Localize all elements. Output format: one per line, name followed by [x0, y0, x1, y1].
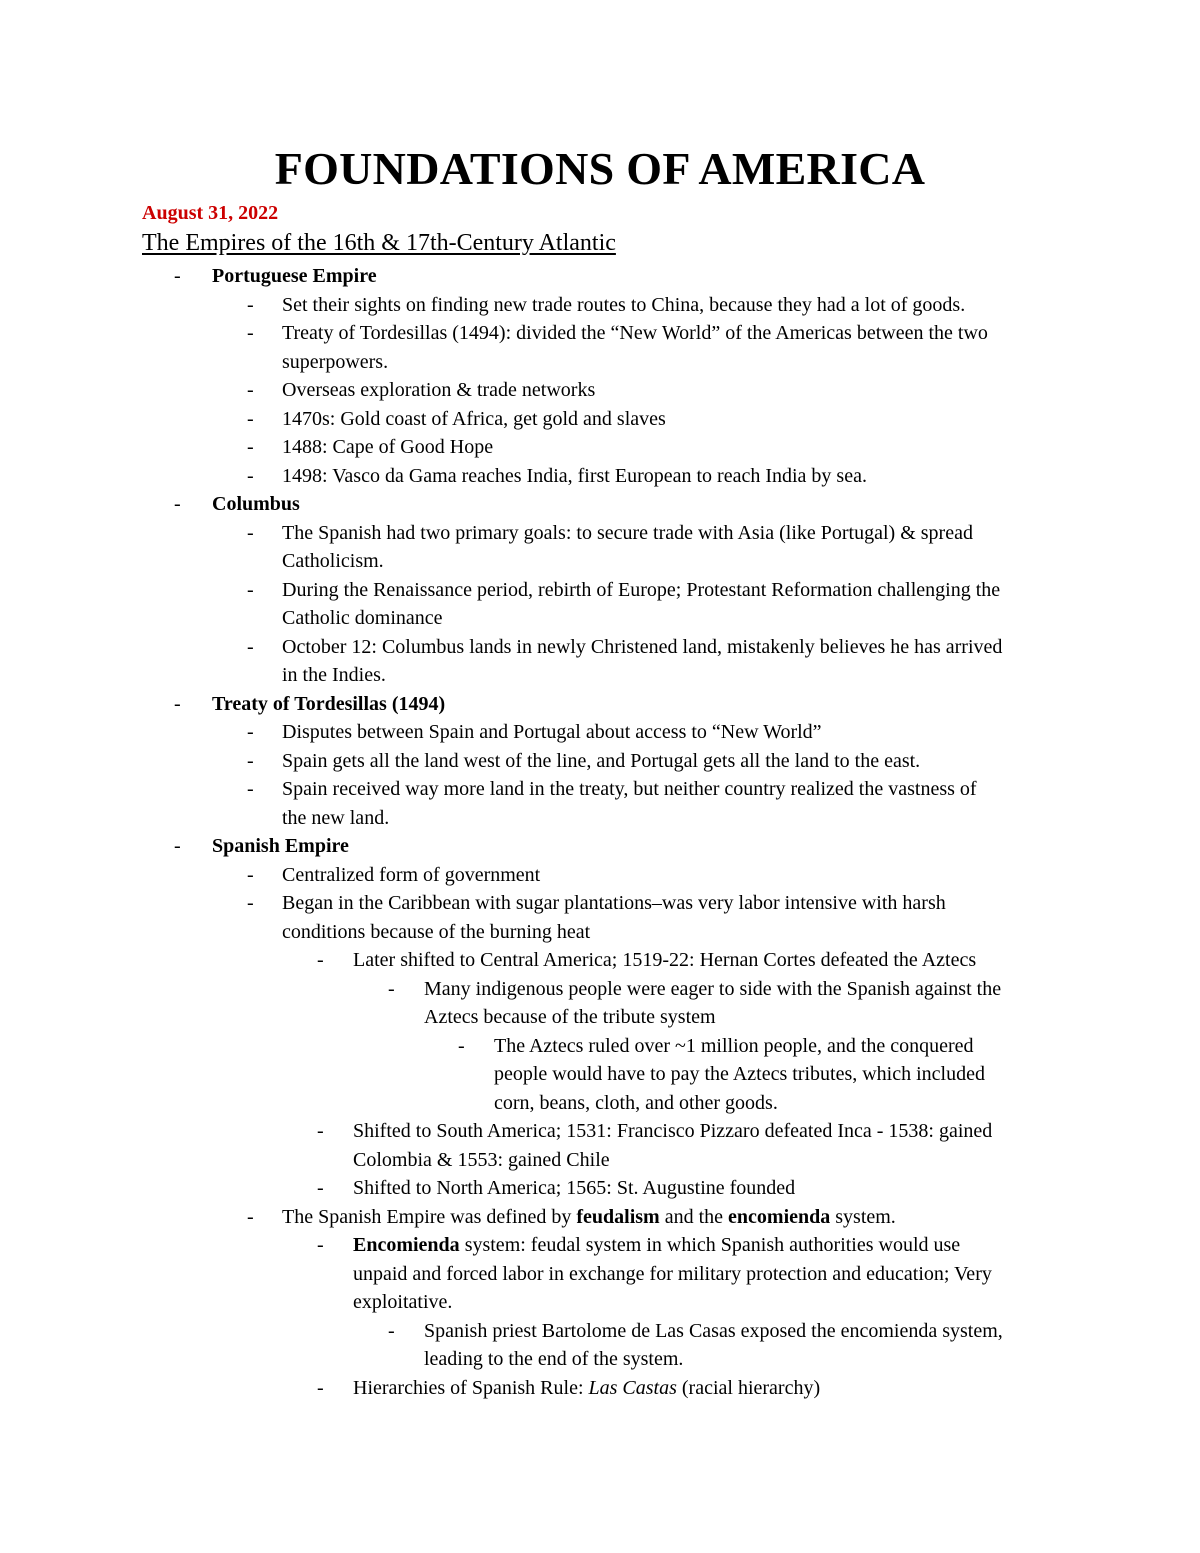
bullet-dash: -: [388, 1319, 395, 1342]
outline-line: Shifted to South America; 1531: Francisco Pizzaro defeated Inca - 1538: gained: [353, 1120, 993, 1142]
bullet-dash: -: [317, 1120, 324, 1142]
outline-line: Treaty of Tordesillas (1494): divided the “New World” of the Americas between the two: [282, 322, 988, 344]
bullet-dash: -: [247, 322, 254, 344]
bullet-dash: -: [247, 521, 254, 544]
bold-term: encomienda: [728, 1205, 831, 1228]
outline-line: in the Indies.: [282, 664, 386, 686]
bullet-dash: -: [174, 493, 181, 515]
outline-line: The Aztecs ruled over ~1 million people, and the conquered: [494, 1034, 974, 1057]
outline-line: The Spanish had two primary goals: to secure trade with Asia (like Portugal) & spread: [282, 521, 973, 544]
bullet-dash: -: [247, 1205, 254, 1228]
outline-line: the new land.: [282, 806, 390, 829]
outline-line: Disputes between Spain and Portugal about access to “New World”: [282, 721, 822, 743]
text-run: The Spanish Empire was defined by: [282, 1205, 577, 1228]
document-title: FOUNDATIONS OF AMERICA: [274, 143, 926, 194]
outline-line: leading to the end of the system.: [424, 1348, 684, 1370]
bullet-dash: -: [247, 721, 254, 743]
section-heading: The Empires of the 16th & 17th-Century Atlantic: [142, 230, 616, 256]
bullet-dash: -: [174, 265, 181, 287]
bullet-dash: -: [247, 749, 254, 772]
outline-line: Overseas exploration & trade networks: [282, 379, 596, 401]
outline-line: Catholic dominance: [282, 607, 443, 629]
outline-line: Spain gets all the land west of the line, and Portugal gets all the land to the east.: [282, 749, 921, 772]
outline-line: [353, 1374, 820, 1403]
outline-line: superpowers.: [282, 350, 389, 373]
text-run: system.: [830, 1205, 896, 1228]
outline-line: Spain received way more land in the treaty, but neither country realized the vastness of: [282, 778, 977, 800]
outline-line: Aztecs because of the tribute system: [424, 1006, 716, 1028]
outline-line: exploitative.: [353, 1291, 453, 1313]
bullet-dash: -: [247, 464, 254, 487]
outline-line: [282, 1203, 896, 1232]
bullet-dash: -: [458, 1034, 465, 1057]
bullet-dash: -: [247, 635, 254, 658]
bullet-dash: -: [247, 436, 254, 458]
bullet-dash: -: [247, 407, 254, 430]
bullet-dash: -: [247, 778, 254, 800]
bullet-dash: -: [174, 692, 181, 715]
outline-line: 1498: Vasco da Gama reaches India, first European to reach India by sea.: [282, 464, 867, 487]
text-run: (racial hierarchy): [676, 1376, 821, 1399]
bold-term: Encomienda: [353, 1234, 460, 1256]
bullet-dash: -: [388, 977, 395, 1000]
outline-line: Shifted to North America; 1565: St. Augustine founded: [353, 1177, 796, 1199]
outline-section-title: Spanish Empire: [212, 835, 349, 857]
outline-line: people would have to pay the Aztecs tributes, which included: [494, 1063, 985, 1085]
outline-section-title: Columbus: [212, 493, 300, 515]
bullet-dash: -: [247, 892, 254, 914]
outline-line: 1488: Cape of Good Hope: [282, 436, 494, 458]
bullet-dash: -: [174, 835, 181, 857]
bullet-dash: -: [317, 1234, 324, 1256]
text-run: Hierarchies of Spanish Rule:: [353, 1376, 589, 1399]
outline-line: unpaid and forced labor in exchange for military protection and education; Very: [353, 1262, 992, 1285]
outline-line: Spanish priest Bartolome de Las Casas exposed the encomienda system,: [424, 1319, 1003, 1342]
text-run: and the: [659, 1205, 729, 1228]
outline-line: Centralized form of government: [282, 863, 541, 886]
outline-line: Colombia & 1553: gained Chile: [353, 1148, 610, 1171]
italic-term: Las Castas: [588, 1376, 677, 1399]
outline-line: Catholicism.: [282, 550, 384, 572]
outline-line: [353, 1231, 960, 1260]
outline-line: Many indigenous people were eager to side with the Spanish against the: [424, 977, 1002, 1000]
outline-line: 1470s: Gold coast of Africa, get gold and slaves: [282, 407, 666, 430]
outline-line: Later shifted to Central America; 1519-22: Hernan Cortes defeated the Aztecs: [353, 949, 977, 971]
outline-section-title: Portuguese Empire: [212, 265, 377, 287]
bullet-dash: -: [317, 949, 324, 971]
bold-term: feudalism: [576, 1205, 660, 1228]
text-run: system: feudal system in which Spanish authorities would use: [459, 1234, 961, 1256]
outline-line: Began in the Caribbean with sugar plantations–was very labor intensive with harsh: [282, 892, 946, 914]
outline-line: conditions because of the burning heat: [282, 920, 591, 943]
bullet-dash: -: [317, 1376, 324, 1399]
outline-line: During the Renaissance period, rebirth of Europe; Protestant Reformation challenging the: [282, 578, 1001, 601]
outline-line: Set their sights on finding new trade routes to China, because they had a lot of goods.: [282, 293, 966, 316]
outline-line: October 12: Columbus lands in newly Christened land, mistakenly believes he has arrived: [282, 635, 1003, 658]
bullet-dash: -: [247, 863, 254, 886]
date-line: August 31, 2022: [142, 202, 279, 224]
bullet-dash: -: [247, 578, 254, 601]
outline-line: corn, beans, cloth, and other goods.: [494, 1091, 778, 1114]
bullet-dash: -: [247, 379, 254, 401]
bullet-dash: -: [317, 1177, 324, 1199]
outline-section-title: Treaty of Tordesillas (1494): [212, 692, 446, 715]
bullet-dash: -: [247, 293, 254, 316]
